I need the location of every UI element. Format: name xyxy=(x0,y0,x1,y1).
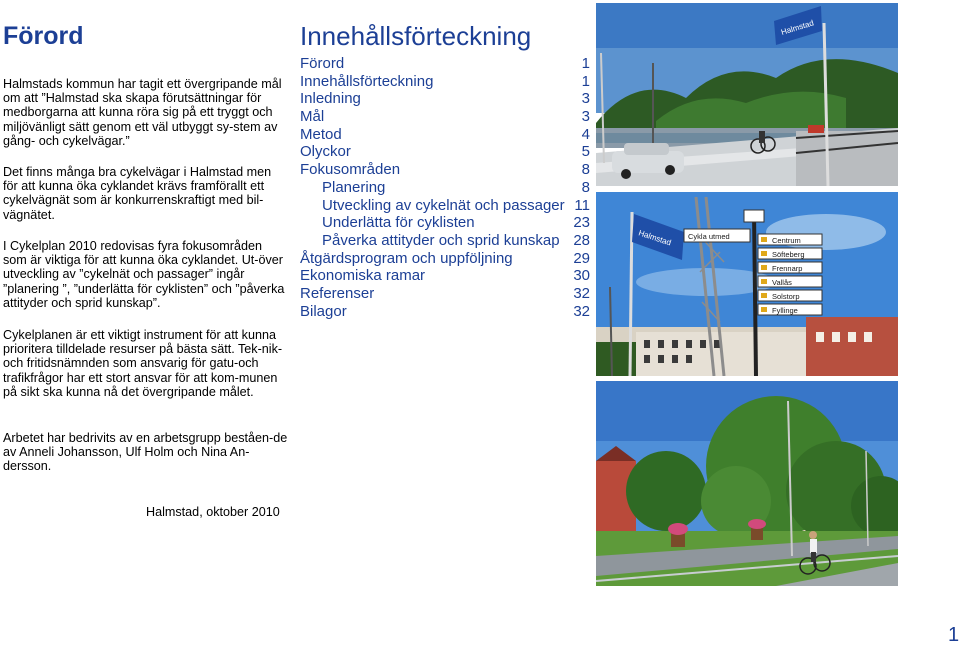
signoff: Halmstad, oktober 2010 xyxy=(146,505,280,519)
sign-fyllinge: Fyllinge xyxy=(772,306,798,315)
bridge-photo xyxy=(596,3,898,186)
page-number: 1 xyxy=(948,624,959,646)
toc-entry[interactable]: Förord 1 xyxy=(300,55,590,72)
flag-label: Halmstad xyxy=(637,228,673,248)
toc-entry[interactable]: Åtgärdsprogram och uppföljning 29 xyxy=(300,249,590,267)
focus-areas-paragraph: I Cykelplan 2010 redovisas fyra fokusområden som är viktiga för att kunna öka cyklandet. Ut-över utveckling av ”cykelnät och passager” ingår ”planering ”, ”underlätta för cyklisten” och ”påverka attityder och sprid kunskap”. xyxy=(3,239,285,310)
toc-subentry[interactable]: Underlätta för cyklisten 23 xyxy=(322,214,590,232)
sign-solstorp: Solstorp xyxy=(772,292,800,301)
toc-subentry[interactable]: Planering 8 xyxy=(322,178,590,196)
cycle-path-photo xyxy=(596,381,898,586)
signpost-header: Cykla utmed xyxy=(688,232,730,241)
page-title: Förord xyxy=(3,22,84,50)
sign-vallas: Vallås xyxy=(772,278,792,287)
intro-paragraph: Halmstads kommun har tagit ett övergripande mål om att ”Halmstad ska skapa förutsättningar för medborgarna att kunna röra sig på ett tryggt och miljövänligt sätt genom ett väl utbyggt sy-stem av gång- och cykelvägar.” xyxy=(3,77,282,148)
toc-subentry[interactable]: Påverka attityder och sprid kunskap 28 xyxy=(322,231,590,249)
toc-subentry[interactable]: Utveckling av cykelnät och passager 11 xyxy=(322,196,590,214)
toc-entry[interactable]: Innehållsförteckning 1 xyxy=(300,72,590,90)
table-of-contents xyxy=(300,55,590,320)
toc-title: Innehållsförteckning xyxy=(300,21,532,51)
sign-softeberg: Söfteberg xyxy=(772,250,805,259)
toc-entry[interactable]: Olyckor 5 xyxy=(300,143,590,161)
toc-entry[interactable]: Inledning 3 xyxy=(300,90,590,108)
toc-entry[interactable]: Fokusområden 8 xyxy=(300,161,590,179)
toc-entry[interactable]: Referenser 32 xyxy=(300,284,590,302)
cycle-network-paragraph: Det finns många bra cykelvägar i Halmstad men för att kunna öka cyklandet krävs framförallt ett cykelvägnät som är konkurrenskraftigt med bil-vägnätet. xyxy=(3,165,272,222)
toc-entry[interactable]: Bilagor 32 xyxy=(300,302,590,320)
instrument-paragraph: Cykelplanen är ett viktigt instrument för att kunna prioritera tilldelade resurser på bästa sätt. Tek-nik- och fritidsnämnden som ansvarig för gatu-och trafikfrågor har ett stort ansvar för att kom-munen på sikt ska kunna nå det övergripande målet. xyxy=(3,328,283,399)
workgroup-paragraph: Arbetet har bedrivits av en arbetsgrupp beståen-de av Anneli Johansson, Ulf Holm och Nina An-dersson. xyxy=(3,431,288,474)
sign-frennarp: Frennarp xyxy=(772,264,803,273)
signpost-photo xyxy=(596,192,898,376)
flag-label: Halmstad xyxy=(779,18,815,37)
sign-centrum: Centrum xyxy=(772,236,801,245)
toc-entry[interactable]: Ekonomiska ramar 30 xyxy=(300,267,590,285)
toc-entry[interactable]: Metod 4 xyxy=(300,125,590,143)
toc-entry[interactable]: Mål 3 xyxy=(300,108,590,126)
